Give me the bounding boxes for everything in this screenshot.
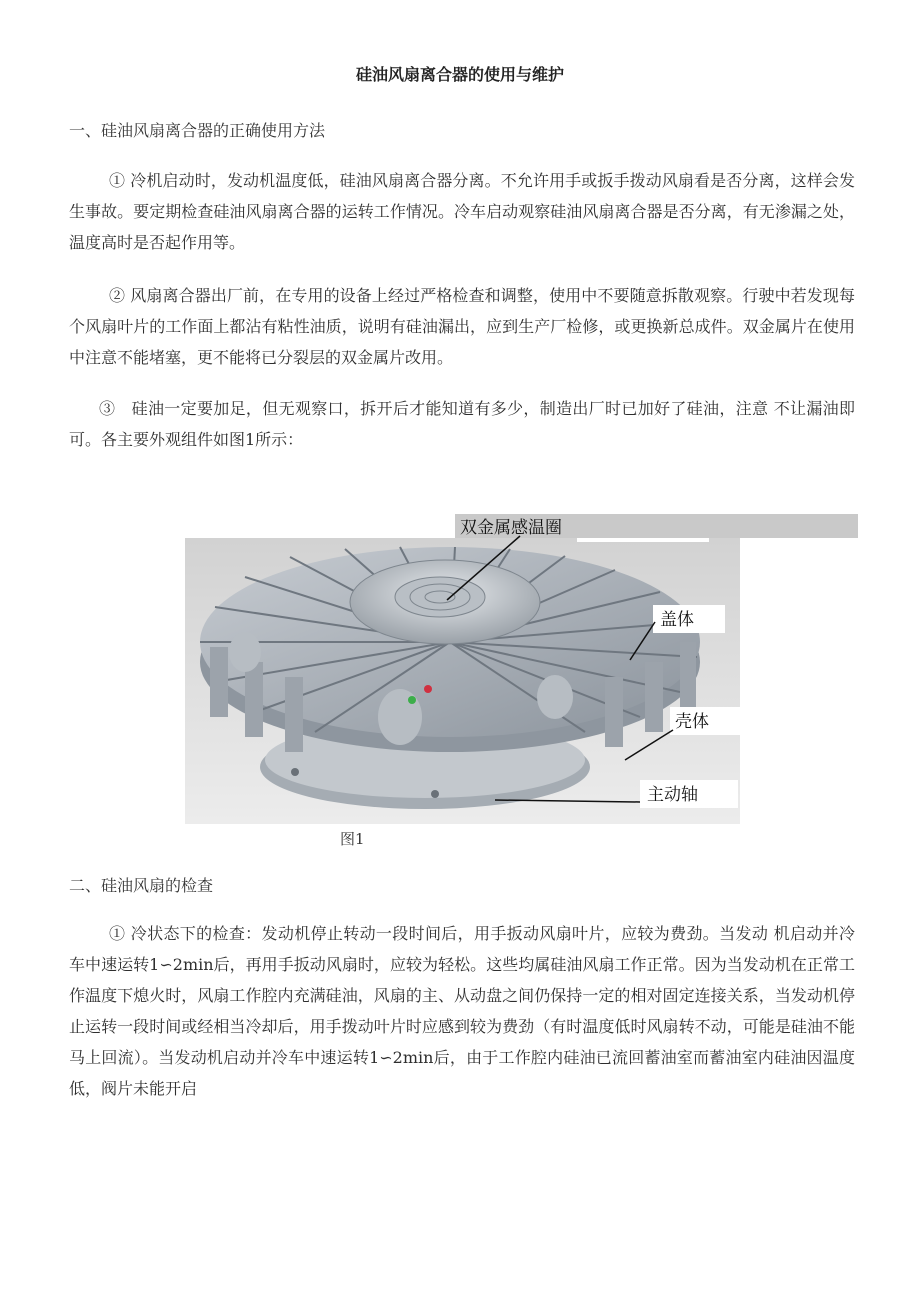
label-cover: 盖体 [660, 610, 694, 630]
label-shell: 壳体 [675, 712, 709, 732]
bimetal-coil [395, 577, 485, 617]
section2-paragraph-1: ① 冷状态下的检查：发动机停止转动一段时间后，用手扳动风扇叶片，应较为费劲。当发动 机启动并冷车中速运转1∽2min后，再用手扳动风扇时，应较为轻松。这些均属硅油风扇工作正常。因为当发动机在正常工作温度下熄火时，风扇工作腔内充满硅油，风扇的主、从动盘之间仍保持一定的相对固定连接关系，当发动机停止运转一段时间或经相当冷却后，用手拨动叶片时应感到较为费劲（有时温度低时风扇转不动，可能是硅油不能马上回流）。当发动机启动并冷车中速运转1∽2min后，由于工作腔内硅油已流回蓄油室而蓄油室内硅油因温度低，阀片未能开启 [69, 924, 855, 1098]
mounting-boss [229, 632, 261, 672]
label-drive-shaft: 主动轴 [647, 785, 698, 805]
label-bimetal-coil: 双金属感温圈 [460, 518, 562, 538]
marker-green [408, 696, 416, 704]
fan-clutch-illustration [185, 512, 860, 827]
section1-paragraph-1: ① 冷机启动时，发动机温度低，硅油风扇离合器分离。不允许用手或扳手拨动风扇看是否分离，这样会发生事故。要定期检查硅油风扇离合器的运转工作情况。冷车启动观察硅油风扇离合器是否分离，有无渗漏之处，温度高时是否起作用等。 [69, 171, 855, 252]
label-underline [577, 538, 709, 542]
mounting-boss [378, 689, 422, 745]
bolt-hole [291, 768, 299, 776]
page-title: 硅油风扇离合器的使用与维护 [355, 65, 564, 84]
section1-paragraph-2: ② 风扇离合器出厂前，在专用的设备上经过严格检查和调整，使用中不要随意拆散观察。行驶中若发现每个风扇叶片的工作面上都沾有粘性油质，说明有硅油漏出，应到生产厂检修，或更换新总成件。双金属片在使用中注意不能堵塞，更不能将已分裂层的双金属片改用。 [69, 286, 855, 367]
figure-caption: 图1 [340, 830, 365, 848]
bolt-hole [431, 790, 439, 798]
mounting-boss [537, 675, 573, 719]
section2-heading: 二、硅油风扇的检查 [69, 876, 214, 895]
marker-red [424, 685, 432, 693]
section1-heading: 一、硅油风扇离合器的正确使用方法 [69, 121, 326, 140]
figure-fan-clutch [185, 512, 860, 827]
section1-paragraph-3: ③ 硅油一定要加足，但无观察口，拆开后才能知道有多少，制造出厂时已加好了硅油，注意 不让漏油即可。各主要外观组件如图1所示： [69, 399, 855, 449]
